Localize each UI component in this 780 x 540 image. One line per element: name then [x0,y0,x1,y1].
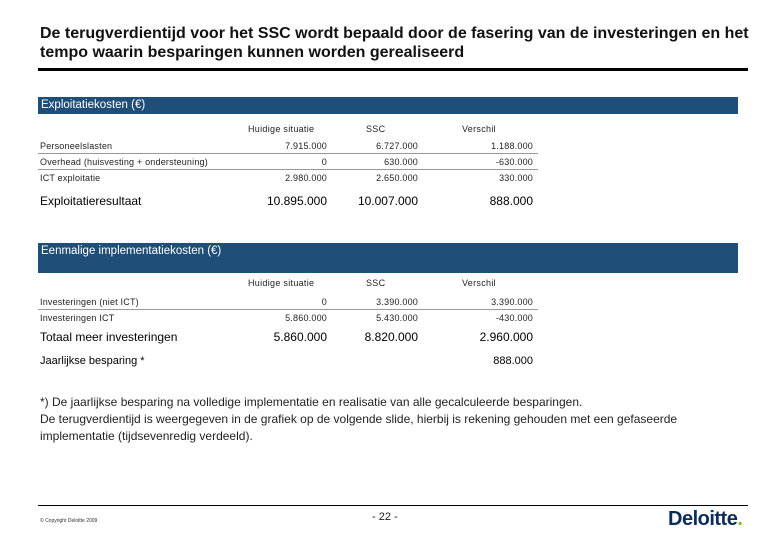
column-header-huidige: Huidige situatie [248,278,315,288]
title-rule [38,68,748,71]
annual-saving-label: Jaarlijkse besparing * [40,355,145,367]
table-cell: 0 [321,297,327,307]
logo-text: Deloitte [668,508,738,530]
total-label: Exploitatieresultaat [40,194,142,208]
total-cell: 10.895.000 [266,194,327,208]
table-cell: 2.980.000 [285,173,327,183]
row-divider [38,169,538,170]
row-label: Investeringen ICT [40,313,115,323]
row-label: Overhead (huisvesting + ondersteuning) [40,157,208,167]
table-cell: 0 [321,157,327,167]
footer-rule [38,505,748,506]
table-cell: 1.188.000 [491,141,533,151]
table-cell: 330.000 [499,173,533,183]
total-cell: 8.820.000 [364,330,418,344]
copyright-text: © Copyright Deloitte 2009 [40,518,98,524]
footnote [40,394,730,445]
column-header-verschil: Verschil [462,278,496,288]
logo-dot: . [737,508,743,530]
column-header-ssc: SSC [366,278,386,288]
deloitte-logo [668,508,742,531]
row-label: Investeringen (niet ICT) [40,297,139,307]
total-cell: 2.960.000 [479,330,533,344]
footnote-line-2: De terugverdientijd is weergegeven in de grafiek op de volgende slide, hierbij is rekening gehouden met een gefaseerde implementatie (tijdsevenredig verdeeld). [40,412,678,443]
row-label: ICT exploitatie [40,173,101,183]
section-header-implementatiekosten: Eenmalige implementatiekosten (€) [38,243,738,273]
table-cell: -630.000 [495,157,533,167]
table-cell: 6.727.000 [376,141,418,151]
total-label: Totaal meer investeringen [40,330,178,344]
table-cell: 630.000 [384,157,418,167]
table-cell: 2.650.000 [376,173,418,183]
table-cell: 3.390.000 [376,297,418,307]
total-cell: 888.000 [489,194,533,208]
table-cell: 5.860.000 [285,313,327,323]
section-header-exploitatiekosten: Exploitatiekosten (€) [38,97,738,114]
row-divider [38,309,538,310]
total-cell: 10.007.000 [357,194,418,208]
table-cell: 5.430.000 [376,313,418,323]
column-header-huidige: Huidige situatie [248,124,315,134]
column-header-ssc: SSC [366,124,386,134]
table-cell: -430.000 [495,313,533,323]
footnote-line-1: *) De jaarlijkse besparing na volledige implementatie en realisatie van alle gecalculeerde besparingen. [40,395,583,409]
row-divider [38,153,538,154]
table-cell: 7.915.000 [285,141,327,151]
total-cell: 5.860.000 [273,330,327,344]
slide-title: De terugverdientijd voor het SSC wordt bepaald door de fasering van de investeringen en het tempo waarin besparingen kunnen worden gerealiseerd [40,25,749,61]
page-number: - 22 - [372,511,398,523]
annual-saving-value: 888.000 [493,355,533,367]
column-header-verschil: Verschil [462,124,496,134]
row-label: Personeelslasten [40,141,113,151]
table-cell: 3.390.000 [491,297,533,307]
